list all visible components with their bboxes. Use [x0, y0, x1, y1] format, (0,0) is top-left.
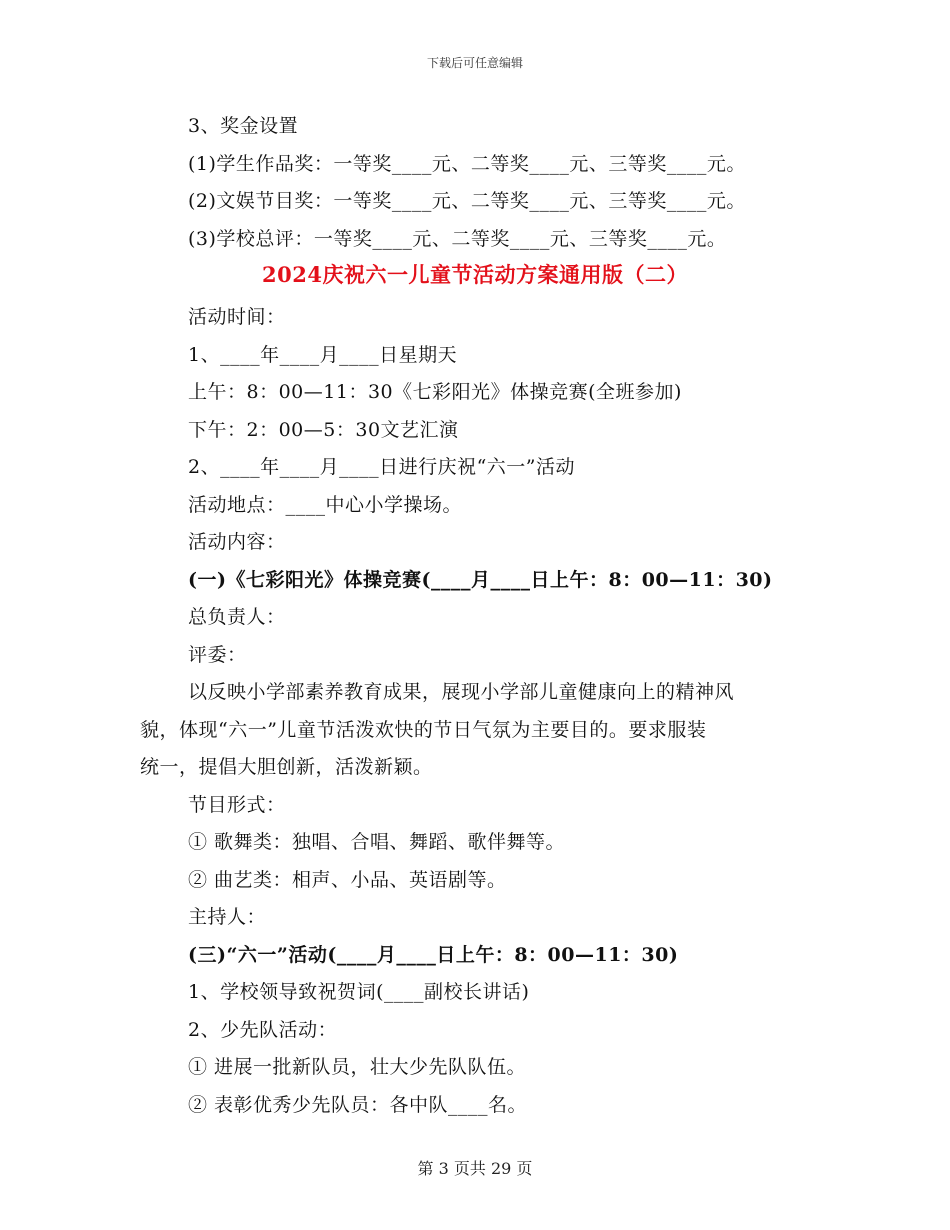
text-line: (3)学校总评：一等奖____元、二等奖____元、三等奖____元。 [188, 228, 727, 250]
subsection-heading: (一)《七彩阳光》体操竞赛(____月____日上午：8：00—11：30) [188, 569, 773, 591]
text-line: 主持人： [188, 906, 267, 928]
subsection-heading: (三)“六一”活动(____月____日上午：8：00—11：30) [188, 944, 679, 966]
text-line: 下午：2：00—5：30文艺汇演 [188, 419, 459, 441]
page-header: 下载后可任意编辑 [426, 56, 523, 70]
list-item: ② 表彰优秀少先队员：各中队____名。 [188, 1094, 528, 1116]
text-line: 活动内容： [188, 531, 286, 553]
page-footer: 第 3 页共 29 页 [417, 1159, 533, 1178]
text-line: 上午：8：00—11：30《七彩阳光》体操竞赛(全班参加) [188, 381, 682, 403]
text-line: 评委： [188, 644, 247, 666]
text-line: 1、学校领导致祝贺词(____副校长讲话) [188, 981, 530, 1003]
text-line: 活动时间： [188, 306, 286, 328]
text-line: 2、少先队活动： [188, 1019, 338, 1041]
section-title: 2024庆祝六一儿童节活动方案通用版（二） [262, 262, 688, 287]
list-item: ② 曲艺类：相声、小品、英语剧等。 [188, 869, 507, 891]
paragraph-line: 貌，体现“六一”儿童节活泼欢快的节日气氛为主要目的。要求服装 [140, 719, 707, 741]
text-line: (1)学生作品奖：一等奖____元、二等奖____元、三等奖____元。 [188, 153, 746, 175]
text-line: 节目形式： [188, 794, 286, 816]
paragraph-line: 统一，提倡大胆创新，活泼新颖。 [140, 756, 433, 778]
text-line: 2、____年____月____日进行庆祝“六一”活动 [188, 456, 576, 478]
text-line: 总负责人： [188, 606, 286, 628]
paragraph-line: 以反映小学部素养教育成果，展现小学部儿童健康向上的精神风 [188, 681, 735, 703]
text-line: (2)文娱节目奖：一等奖____元、二等奖____元、三等奖____元。 [188, 190, 746, 212]
text-line: 1、____年____月____日星期天 [188, 344, 458, 366]
text-line: 活动地点：____中心小学操场。 [188, 494, 463, 516]
text-line: 3、奖金设置 [188, 115, 299, 137]
list-item: ① 歌舞类：独唱、合唱、舞蹈、歌伴舞等。 [188, 831, 566, 853]
list-item: ① 进展一批新队员，壮大少先队队伍。 [188, 1056, 527, 1078]
